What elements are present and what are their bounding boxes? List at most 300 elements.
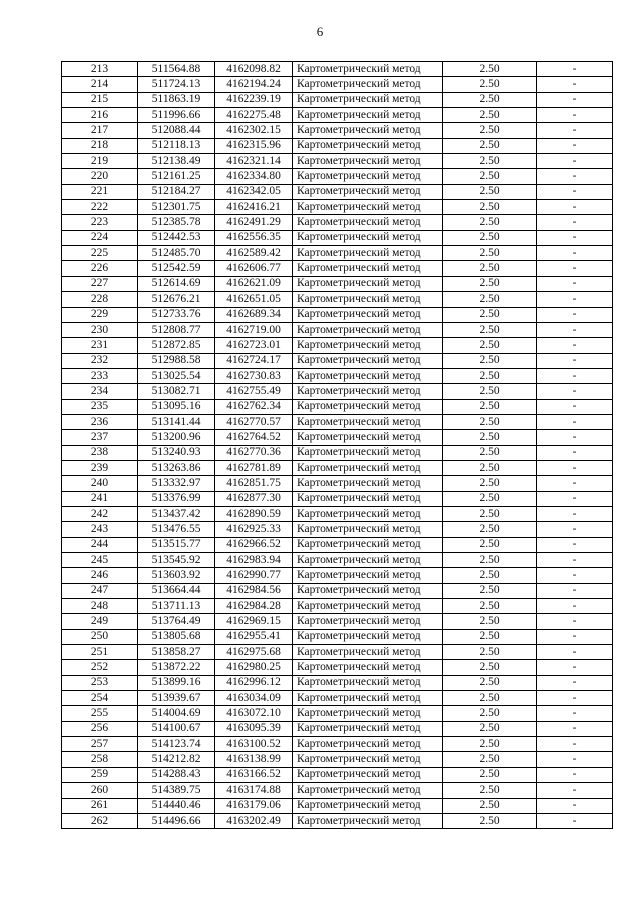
accuracy-cell: 2.50: [443, 353, 537, 368]
accuracy-cell: 2.50: [443, 108, 537, 123]
point-number-cell: 237: [62, 430, 138, 445]
x-coordinate-cell: 511996.66: [138, 108, 215, 123]
y-coordinate-cell: 4162239.19: [215, 92, 293, 107]
accuracy-cell: 2.50: [443, 200, 537, 215]
note-cell: -: [537, 200, 613, 215]
accuracy-cell: 2.50: [443, 491, 537, 506]
note-cell: -: [537, 737, 613, 752]
note-cell: -: [537, 215, 613, 230]
y-coordinate-cell: 4162764.52: [215, 430, 293, 445]
note-cell: -: [537, 767, 613, 782]
note-cell: -: [537, 414, 613, 429]
point-number-cell: 244: [62, 537, 138, 552]
method-cell: Картометрический метод: [293, 476, 443, 491]
point-number-cell: 228: [62, 292, 138, 307]
table-row: [62, 184, 613, 199]
method-cell: Картометрический метод: [293, 767, 443, 782]
table-row: [62, 445, 613, 460]
point-number-cell: 249: [62, 614, 138, 629]
table-row: [62, 706, 613, 721]
table-row: [62, 752, 613, 767]
point-number-cell: 251: [62, 645, 138, 660]
method-cell: Картометрический метод: [293, 322, 443, 337]
method-cell: Картометрический метод: [293, 491, 443, 506]
note-cell: -: [537, 506, 613, 521]
accuracy-cell: 2.50: [443, 414, 537, 429]
method-cell: Картометрический метод: [293, 414, 443, 429]
x-coordinate-cell: 512118.13: [138, 138, 215, 153]
note-cell: -: [537, 138, 613, 153]
note-cell: -: [537, 629, 613, 644]
table-row: [62, 798, 613, 813]
note-cell: -: [537, 292, 613, 307]
note-cell: -: [537, 430, 613, 445]
point-number-cell: 240: [62, 476, 138, 491]
method-cell: Картометрический метод: [293, 184, 443, 199]
table-row: [62, 568, 613, 583]
point-number-cell: 230: [62, 322, 138, 337]
table-row: [62, 399, 613, 414]
y-coordinate-cell: 4162984.28: [215, 599, 293, 614]
point-number-cell: 223: [62, 215, 138, 230]
x-coordinate-cell: 513545.92: [138, 553, 215, 568]
accuracy-cell: 2.50: [443, 460, 537, 475]
point-number-cell: 259: [62, 767, 138, 782]
point-number-cell: 250: [62, 629, 138, 644]
method-cell: Картометрический метод: [293, 230, 443, 245]
y-coordinate-cell: 4162275.48: [215, 108, 293, 123]
method-cell: Картометрический метод: [293, 798, 443, 813]
method-cell: Картометрический метод: [293, 445, 443, 460]
point-number-cell: 241: [62, 491, 138, 506]
y-coordinate-cell: 4162980.25: [215, 660, 293, 675]
x-coordinate-cell: 513939.67: [138, 691, 215, 706]
note-cell: -: [537, 322, 613, 337]
x-coordinate-cell: 512542.59: [138, 261, 215, 276]
note-cell: -: [537, 169, 613, 184]
y-coordinate-cell: 4162770.36: [215, 445, 293, 460]
accuracy-cell: 2.50: [443, 645, 537, 660]
table-row: [62, 721, 613, 736]
note-cell: -: [537, 660, 613, 675]
note-cell: -: [537, 568, 613, 583]
accuracy-cell: 2.50: [443, 553, 537, 568]
x-coordinate-cell: 513082.71: [138, 384, 215, 399]
table-row: [62, 553, 613, 568]
point-number-cell: 235: [62, 399, 138, 414]
point-number-cell: 224: [62, 230, 138, 245]
point-number-cell: 246: [62, 568, 138, 583]
table-row: [62, 660, 613, 675]
method-cell: Картометрический метод: [293, 399, 443, 414]
point-number-cell: 231: [62, 338, 138, 353]
y-coordinate-cell: 4162966.52: [215, 537, 293, 552]
table-row: [62, 123, 613, 138]
note-cell: -: [537, 261, 613, 276]
note-cell: -: [537, 445, 613, 460]
point-number-cell: 254: [62, 691, 138, 706]
method-cell: Картометрический метод: [293, 338, 443, 353]
table-row: [62, 261, 613, 276]
note-cell: -: [537, 368, 613, 383]
y-coordinate-cell: 4163072.10: [215, 706, 293, 721]
table-row: [62, 430, 613, 445]
accuracy-cell: 2.50: [443, 384, 537, 399]
y-coordinate-cell: 4162556.35: [215, 230, 293, 245]
y-coordinate-cell: 4162890.59: [215, 506, 293, 521]
note-cell: -: [537, 184, 613, 199]
table-row: [62, 108, 613, 123]
point-number-cell: 260: [62, 783, 138, 798]
y-coordinate-cell: 4162975.68: [215, 645, 293, 660]
y-coordinate-cell: 4163138.99: [215, 752, 293, 767]
note-cell: -: [537, 460, 613, 475]
y-coordinate-cell: 4162315.96: [215, 138, 293, 153]
table-row: [62, 322, 613, 337]
y-coordinate-cell: 4162689.34: [215, 307, 293, 322]
note-cell: -: [537, 583, 613, 598]
table-row: [62, 368, 613, 383]
x-coordinate-cell: 512614.69: [138, 276, 215, 291]
note-cell: -: [537, 476, 613, 491]
point-number-cell: 220: [62, 169, 138, 184]
x-coordinate-cell: 513376.99: [138, 491, 215, 506]
coordinates-table: [61, 61, 613, 829]
table-row: [62, 353, 613, 368]
point-number-cell: 262: [62, 813, 138, 828]
method-cell: Картометрический метод: [293, 215, 443, 230]
accuracy-cell: 2.50: [443, 399, 537, 414]
accuracy-cell: 2.50: [443, 752, 537, 767]
method-cell: Картометрический метод: [293, 813, 443, 828]
method-cell: Картометрический метод: [293, 629, 443, 644]
note-cell: -: [537, 353, 613, 368]
accuracy-cell: 2.50: [443, 154, 537, 169]
accuracy-cell: 2.50: [443, 721, 537, 736]
point-number-cell: 217: [62, 123, 138, 138]
method-cell: Картометрический метод: [293, 62, 443, 77]
x-coordinate-cell: 513664.44: [138, 583, 215, 598]
note-cell: -: [537, 276, 613, 291]
method-cell: Картометрический метод: [293, 368, 443, 383]
table-row: [62, 77, 613, 92]
accuracy-cell: 2.50: [443, 322, 537, 337]
y-coordinate-cell: 4162334.80: [215, 169, 293, 184]
accuracy-cell: 2.50: [443, 783, 537, 798]
note-cell: -: [537, 77, 613, 92]
table-row: [62, 614, 613, 629]
y-coordinate-cell: 4162762.34: [215, 399, 293, 414]
method-cell: Картометрический метод: [293, 506, 443, 521]
point-number-cell: 222: [62, 200, 138, 215]
accuracy-cell: 2.50: [443, 675, 537, 690]
y-coordinate-cell: 4162770.57: [215, 414, 293, 429]
x-coordinate-cell: 514496.66: [138, 813, 215, 828]
x-coordinate-cell: 512184.27: [138, 184, 215, 199]
method-cell: Картометрический метод: [293, 614, 443, 629]
accuracy-cell: 2.50: [443, 138, 537, 153]
x-coordinate-cell: 514004.69: [138, 706, 215, 721]
table-row: [62, 307, 613, 322]
method-cell: Картометрический метод: [293, 460, 443, 475]
point-number-cell: 225: [62, 246, 138, 261]
method-cell: Картометрический метод: [293, 92, 443, 107]
x-coordinate-cell: 513858.27: [138, 645, 215, 660]
method-cell: Картометрический метод: [293, 783, 443, 798]
accuracy-cell: 2.50: [443, 92, 537, 107]
method-cell: Картометрический метод: [293, 752, 443, 767]
accuracy-cell: 2.50: [443, 522, 537, 537]
table-row: [62, 338, 613, 353]
accuracy-cell: 2.50: [443, 184, 537, 199]
point-number-cell: 218: [62, 138, 138, 153]
x-coordinate-cell: 514100.67: [138, 721, 215, 736]
point-number-cell: 256: [62, 721, 138, 736]
x-coordinate-cell: 512138.49: [138, 154, 215, 169]
point-number-cell: 227: [62, 276, 138, 291]
point-number-cell: 253: [62, 675, 138, 690]
table-row: [62, 691, 613, 706]
table-row: [62, 292, 613, 307]
point-number-cell: 226: [62, 261, 138, 276]
x-coordinate-cell: 512161.25: [138, 169, 215, 184]
table-row: [62, 215, 613, 230]
y-coordinate-cell: 4162416.21: [215, 200, 293, 215]
point-number-cell: 221: [62, 184, 138, 199]
accuracy-cell: 2.50: [443, 368, 537, 383]
note-cell: -: [537, 522, 613, 537]
note-cell: -: [537, 246, 613, 261]
coordinates-table-body: [62, 62, 613, 829]
note-cell: -: [537, 399, 613, 414]
note-cell: -: [537, 706, 613, 721]
table-row: [62, 583, 613, 598]
point-number-cell: 214: [62, 77, 138, 92]
accuracy-cell: 2.50: [443, 430, 537, 445]
method-cell: Картометрический метод: [293, 384, 443, 399]
y-coordinate-cell: 4162969.15: [215, 614, 293, 629]
point-number-cell: 248: [62, 599, 138, 614]
accuracy-cell: 2.50: [443, 476, 537, 491]
point-number-cell: 238: [62, 445, 138, 460]
x-coordinate-cell: 513603.92: [138, 568, 215, 583]
y-coordinate-cell: 4162719.00: [215, 322, 293, 337]
table-row: [62, 276, 613, 291]
y-coordinate-cell: 4162491.29: [215, 215, 293, 230]
note-cell: -: [537, 154, 613, 169]
x-coordinate-cell: 513899.16: [138, 675, 215, 690]
method-cell: Картометрический метод: [293, 77, 443, 92]
point-number-cell: 257: [62, 737, 138, 752]
x-coordinate-cell: 513200.96: [138, 430, 215, 445]
accuracy-cell: 2.50: [443, 445, 537, 460]
accuracy-cell: 2.50: [443, 568, 537, 583]
method-cell: Картометрический метод: [293, 292, 443, 307]
x-coordinate-cell: 512088.44: [138, 123, 215, 138]
accuracy-cell: 2.50: [443, 230, 537, 245]
method-cell: Картометрический метод: [293, 200, 443, 215]
note-cell: -: [537, 537, 613, 552]
y-coordinate-cell: 4162606.77: [215, 261, 293, 276]
y-coordinate-cell: 4162851.75: [215, 476, 293, 491]
y-coordinate-cell: 4162302.15: [215, 123, 293, 138]
x-coordinate-cell: 513872.22: [138, 660, 215, 675]
table-row: [62, 767, 613, 782]
x-coordinate-cell: 513437.42: [138, 506, 215, 521]
note-cell: -: [537, 384, 613, 399]
x-coordinate-cell: 513711.13: [138, 599, 215, 614]
method-cell: Картометрический метод: [293, 154, 443, 169]
accuracy-cell: 2.50: [443, 261, 537, 276]
y-coordinate-cell: 4162098.82: [215, 62, 293, 77]
point-number-cell: 229: [62, 307, 138, 322]
note-cell: -: [537, 230, 613, 245]
x-coordinate-cell: 513263.86: [138, 460, 215, 475]
accuracy-cell: 2.50: [443, 767, 537, 782]
point-number-cell: 239: [62, 460, 138, 475]
table-row: [62, 62, 613, 77]
y-coordinate-cell: 4162984.56: [215, 583, 293, 598]
table-row: [62, 384, 613, 399]
point-number-cell: 233: [62, 368, 138, 383]
table-row: [62, 506, 613, 521]
note-cell: -: [537, 798, 613, 813]
note-cell: -: [537, 691, 613, 706]
note-cell: -: [537, 813, 613, 828]
note-cell: -: [537, 752, 613, 767]
table-row: [62, 200, 613, 215]
method-cell: Картометрический метод: [293, 737, 443, 752]
y-coordinate-cell: 4162996.12: [215, 675, 293, 690]
method-cell: Картометрический метод: [293, 583, 443, 598]
point-number-cell: 242: [62, 506, 138, 521]
method-cell: Картометрический метод: [293, 599, 443, 614]
method-cell: Картометрический метод: [293, 246, 443, 261]
note-cell: -: [537, 614, 613, 629]
table-row: [62, 675, 613, 690]
note-cell: -: [537, 338, 613, 353]
table-row: [62, 138, 613, 153]
table-row: [62, 645, 613, 660]
x-coordinate-cell: 511564.88: [138, 62, 215, 77]
accuracy-cell: 2.50: [443, 276, 537, 291]
note-cell: -: [537, 599, 613, 614]
table-row: [62, 522, 613, 537]
note-cell: -: [537, 491, 613, 506]
x-coordinate-cell: 512988.58: [138, 353, 215, 368]
table-row: [62, 246, 613, 261]
x-coordinate-cell: 513095.16: [138, 399, 215, 414]
method-cell: Картометрический метод: [293, 568, 443, 583]
table-row: [62, 537, 613, 552]
point-number-cell: 215: [62, 92, 138, 107]
x-coordinate-cell: 511724.13: [138, 77, 215, 92]
method-cell: Картометрический метод: [293, 261, 443, 276]
note-cell: -: [537, 123, 613, 138]
point-number-cell: 216: [62, 108, 138, 123]
method-cell: Картометрический метод: [293, 691, 443, 706]
accuracy-cell: 2.50: [443, 537, 537, 552]
point-number-cell: 247: [62, 583, 138, 598]
accuracy-cell: 2.50: [443, 583, 537, 598]
accuracy-cell: 2.50: [443, 169, 537, 184]
table-row: [62, 169, 613, 184]
note-cell: -: [537, 307, 613, 322]
point-number-cell: 255: [62, 706, 138, 721]
table-row: [62, 737, 613, 752]
y-coordinate-cell: 4162990.77: [215, 568, 293, 583]
table-row: [62, 813, 613, 828]
point-number-cell: 252: [62, 660, 138, 675]
x-coordinate-cell: 512872.85: [138, 338, 215, 353]
y-coordinate-cell: 4162321.14: [215, 154, 293, 169]
accuracy-cell: 2.50: [443, 215, 537, 230]
method-cell: Картометрический метод: [293, 537, 443, 552]
method-cell: Картометрический метод: [293, 353, 443, 368]
x-coordinate-cell: 512733.76: [138, 307, 215, 322]
y-coordinate-cell: 4162781.89: [215, 460, 293, 475]
method-cell: Картометрический метод: [293, 430, 443, 445]
accuracy-cell: 2.50: [443, 338, 537, 353]
y-coordinate-cell: 4162194.24: [215, 77, 293, 92]
y-coordinate-cell: 4162621.09: [215, 276, 293, 291]
table-row: [62, 92, 613, 107]
note-cell: -: [537, 721, 613, 736]
x-coordinate-cell: 513764.49: [138, 614, 215, 629]
method-cell: Картометрический метод: [293, 123, 443, 138]
accuracy-cell: 2.50: [443, 660, 537, 675]
accuracy-cell: 2.50: [443, 691, 537, 706]
x-coordinate-cell: 512676.21: [138, 292, 215, 307]
method-cell: Картометрический метод: [293, 706, 443, 721]
y-coordinate-cell: 4163034.09: [215, 691, 293, 706]
accuracy-cell: 2.50: [443, 614, 537, 629]
y-coordinate-cell: 4162983.94: [215, 553, 293, 568]
x-coordinate-cell: 514123.74: [138, 737, 215, 752]
accuracy-cell: 2.50: [443, 629, 537, 644]
y-coordinate-cell: 4162724.17: [215, 353, 293, 368]
accuracy-cell: 2.50: [443, 737, 537, 752]
accuracy-cell: 2.50: [443, 307, 537, 322]
x-coordinate-cell: 513025.54: [138, 368, 215, 383]
accuracy-cell: 2.50: [443, 246, 537, 261]
x-coordinate-cell: 513141.44: [138, 414, 215, 429]
page-number: 6: [316, 24, 324, 39]
x-coordinate-cell: 514212.82: [138, 752, 215, 767]
accuracy-cell: 2.50: [443, 599, 537, 614]
x-coordinate-cell: 514389.75: [138, 783, 215, 798]
point-number-cell: 232: [62, 353, 138, 368]
y-coordinate-cell: 4162730.83: [215, 368, 293, 383]
table-row: [62, 476, 613, 491]
x-coordinate-cell: 514288.43: [138, 767, 215, 782]
note-cell: -: [537, 62, 613, 77]
table-row: [62, 491, 613, 506]
point-number-cell: 258: [62, 752, 138, 767]
note-cell: -: [537, 675, 613, 690]
y-coordinate-cell: 4162877.30: [215, 491, 293, 506]
note-cell: -: [537, 108, 613, 123]
y-coordinate-cell: 4163202.49: [215, 813, 293, 828]
accuracy-cell: 2.50: [443, 62, 537, 77]
y-coordinate-cell: 4162723.01: [215, 338, 293, 353]
method-cell: Картометрический метод: [293, 721, 443, 736]
y-coordinate-cell: 4163095.39: [215, 721, 293, 736]
method-cell: Картометрический метод: [293, 645, 443, 660]
table-row: [62, 230, 613, 245]
y-coordinate-cell: 4162651.05: [215, 292, 293, 307]
accuracy-cell: 2.50: [443, 123, 537, 138]
